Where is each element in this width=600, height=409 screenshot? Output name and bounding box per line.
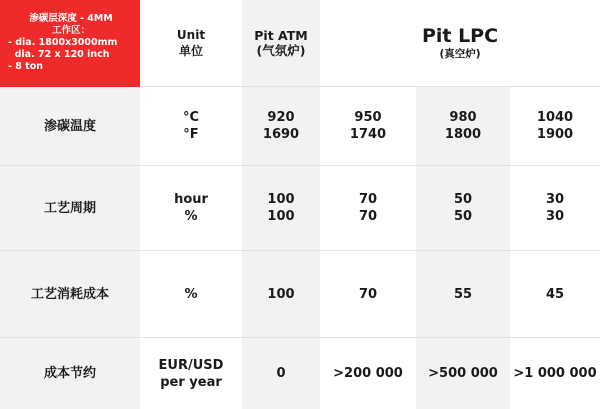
value-line: 1900: [536, 127, 574, 142]
value-line: 70: [358, 286, 378, 302]
value-cell: [242, 338, 320, 409]
value-line: 100: [267, 209, 295, 224]
work-zone-line: - 8 ton: [8, 60, 43, 72]
row-label: 工艺周期: [0, 166, 140, 251]
value-line: 100: [267, 286, 295, 302]
value-line: 45: [545, 286, 565, 302]
value-cell: [320, 166, 416, 251]
value-cell: [320, 251, 416, 338]
unit-header-en: Unit: [176, 28, 206, 42]
value-line: 920: [267, 110, 295, 125]
value-cell: [320, 338, 416, 409]
unit-line: °F: [183, 127, 199, 142]
value-cell: [510, 87, 600, 166]
unit-line: per year: [160, 374, 222, 390]
value-cell: [510, 338, 600, 409]
value-cell: [320, 87, 416, 166]
value-line: 1690: [262, 127, 300, 142]
value-cell: [242, 166, 320, 251]
pit-lpc-title: Pit LPC: [421, 25, 499, 47]
value-cell: [242, 87, 320, 166]
value-cell: [510, 166, 600, 251]
unit-header-cn: 单位: [178, 44, 203, 58]
pit-lpc-header: [320, 0, 600, 87]
work-zone-label: 工作区：: [51, 24, 90, 36]
unit-header: [140, 0, 242, 87]
value-line: 70: [358, 192, 378, 207]
unit-line: EUR/USD: [158, 357, 224, 373]
value-line: >1 000 000: [513, 366, 597, 381]
row-unit: [140, 87, 242, 166]
pit-atm-header: [242, 0, 320, 87]
value-line: 1040: [536, 110, 574, 125]
value-line: 30: [545, 192, 565, 207]
value-line: 50: [453, 209, 473, 224]
unit-line: °C: [182, 110, 200, 125]
value-cell: [416, 338, 510, 409]
unit-line: %: [184, 286, 198, 302]
row-label: 工艺消耗成本: [0, 251, 140, 338]
pit-atm-subtitle: (气氛炉): [256, 43, 306, 58]
value-cell: [416, 87, 510, 166]
unit-line: %: [184, 209, 198, 224]
value-line: 50: [453, 192, 473, 207]
value-cell: [510, 251, 600, 338]
value-line: 55: [453, 286, 473, 302]
pit-atm-title: Pit ATM: [254, 28, 308, 43]
value-cell: [242, 251, 320, 338]
value-line: 1800: [444, 127, 482, 142]
value-cell: [416, 166, 510, 251]
value-line: 70: [358, 209, 378, 224]
row-label: 成本节约: [0, 338, 140, 409]
work-zone-line: dia. 72 x 120 inch: [8, 48, 110, 60]
value-line: 980: [449, 110, 477, 125]
pit-lpc-subtitle: (真空炉): [439, 48, 481, 60]
value-line: 950: [354, 110, 382, 125]
value-line: >500 000: [428, 366, 498, 381]
unit-line: hour: [174, 192, 208, 207]
row-unit: [140, 338, 242, 409]
value-line: >200 000: [333, 366, 403, 381]
value-line: 100: [267, 192, 295, 207]
table-corner-info: [0, 0, 140, 87]
row-unit: [140, 166, 242, 251]
case-depth-title: 渗碳层深度 - 4MM: [29, 12, 113, 24]
row-label: 渗碳温度: [0, 87, 140, 166]
value-line: 30: [545, 209, 565, 224]
value-line: 0: [276, 366, 286, 381]
value-line: 1740: [349, 127, 387, 142]
value-cell: [416, 251, 510, 338]
row-unit: [140, 251, 242, 338]
work-zone-line: - dia. 1800x3000mm: [8, 36, 118, 48]
